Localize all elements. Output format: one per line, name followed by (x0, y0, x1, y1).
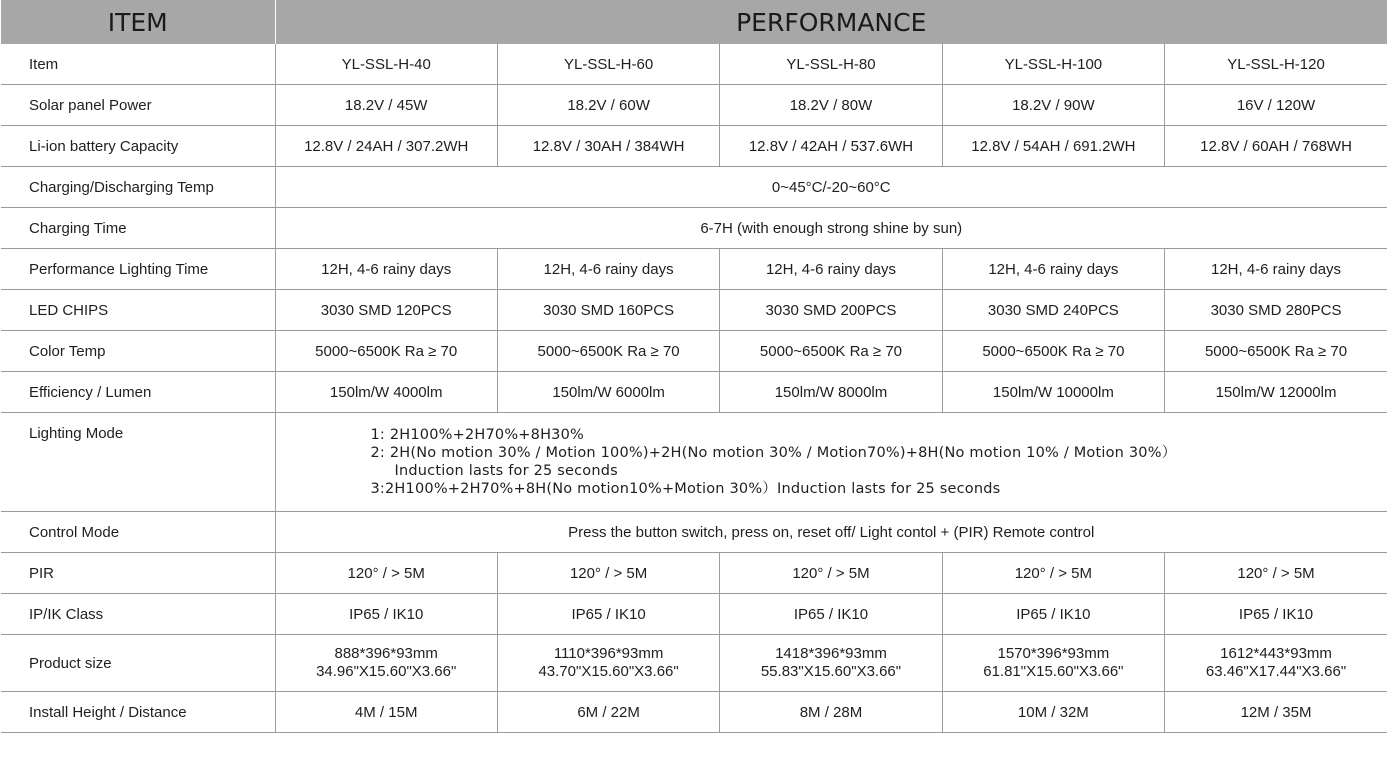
row-label: LED CHIPS (1, 290, 275, 331)
model-cell: YL-SSL-H-40 (275, 44, 497, 85)
value-cell: 12H, 4-6 rainy days (275, 249, 497, 290)
row-label: Product size (1, 635, 275, 692)
size-metric: 1110*396*93mm (553, 645, 664, 662)
row-product-size (1, 635, 1387, 692)
row-charging-time (1, 208, 1387, 249)
value-cell: IP65 / IK10 (942, 594, 1164, 635)
row-item (1, 44, 1387, 85)
row-label: Charging Time (1, 208, 275, 249)
value-cell: 6M / 22M (497, 692, 719, 733)
size-imperial: 43.70"X15.60"X3.66" (538, 663, 679, 680)
row-control-mode (1, 512, 1387, 553)
value-cell: 12H, 4-6 rainy days (1165, 249, 1387, 290)
row-pir (1, 553, 1387, 594)
row-label: Item (1, 44, 275, 85)
value-cell: IP65 / IK10 (720, 594, 942, 635)
value-cell: 5000~6500K Ra ≥ 70 (942, 331, 1164, 372)
size-imperial: 34.96"X15.60"X3.66" (316, 663, 457, 680)
row-install-height (1, 692, 1387, 733)
lighting-mode-line: Induction lasts for 25 seconds (394, 463, 618, 479)
value-cell: 120° / > 5M (497, 553, 719, 594)
value-cell: 3030 SMD 240PCS (942, 290, 1164, 331)
size-cell (497, 635, 719, 692)
row-label: Efficiency / Lumen (1, 372, 275, 413)
row-efficiency (1, 372, 1387, 413)
size-cell (1165, 635, 1387, 692)
row-label: Install Height / Distance (1, 692, 275, 733)
model-cell: YL-SSL-H-60 (497, 44, 719, 85)
value-cell: 12.8V / 30AH / 384WH (497, 126, 719, 167)
row-label: PIR (1, 553, 275, 594)
value-cell: 5000~6500K Ra ≥ 70 (275, 331, 497, 372)
value-cell: 12M / 35M (1165, 692, 1387, 733)
value-cell: 12.8V / 54AH / 691.2WH (942, 126, 1164, 167)
size-metric: 1570*396*93mm (997, 645, 1110, 662)
header-row (1, 0, 1387, 44)
model-cell: YL-SSL-H-100 (942, 44, 1164, 85)
value-cell: 3030 SMD 280PCS (1165, 290, 1387, 331)
size-imperial: 63.46"X17.44"X3.66" (1205, 663, 1347, 680)
size-imperial: 55.83"X15.60"X3.66" (760, 663, 902, 680)
size-cell (275, 635, 497, 692)
header-item: ITEM (1, 0, 275, 44)
value-cell: 120° / > 5M (1165, 553, 1387, 594)
row-ip-ik-class (1, 594, 1387, 635)
size-metric: 1418*396*93mm (775, 645, 887, 662)
lighting-mode-cell (275, 413, 1387, 512)
value-cell: 5000~6500K Ra ≥ 70 (1165, 331, 1387, 372)
merged-value-cell: Press the button switch, press on, reset off/ Light contol + (PIR) Remote control (275, 512, 1387, 553)
row-label: Li-ion battery Capacity (1, 126, 275, 167)
value-cell: 18.2V / 45W (275, 85, 497, 126)
row-label: Performance Lighting Time (1, 249, 275, 290)
value-cell: 5000~6500K Ra ≥ 70 (720, 331, 942, 372)
value-cell: 4M / 15M (275, 692, 497, 733)
model-cell: YL-SSL-H-80 (720, 44, 942, 85)
value-cell: 16V / 120W (1165, 85, 1387, 126)
size-imperial: 61.81"X15.60"X3.66" (983, 663, 1124, 680)
value-cell: 5000~6500K Ra ≥ 70 (497, 331, 719, 372)
value-cell: 12.8V / 24AH / 307.2WH (275, 126, 497, 167)
value-cell: 120° / > 5M (942, 553, 1164, 594)
row-label: Charging/Discharging Temp (1, 167, 275, 208)
lighting-mode-line: 1: 2H100%+2H70%+8H30% (370, 427, 585, 443)
value-cell: 12H, 4-6 rainy days (942, 249, 1164, 290)
row-label: Control Mode (1, 512, 275, 553)
value-cell: 8M / 28M (720, 692, 942, 733)
value-cell: 120° / > 5M (275, 553, 497, 594)
row-color-temp (1, 331, 1387, 372)
merged-value-cell: 6-7H (with enough strong shine by sun) (275, 208, 1387, 249)
value-cell: 12.8V / 42AH / 537.6WH (720, 126, 942, 167)
lighting-mode-line: 3:2H100%+2H70%+8H(No motion10%+Motion 30%）Induction lasts for 25 seconds (370, 481, 1001, 497)
value-cell: 150lm/W 6000lm (497, 372, 719, 413)
value-cell: 150lm/W 10000lm (942, 372, 1164, 413)
lighting-mode-line: 2: 2H(No motion 30% / Motion 100%)+2H(No motion 30% / Motion70%)+8H(No motion 10% / Motion 30%） (370, 445, 1177, 461)
size-metric: 888*396*93mm (334, 645, 438, 662)
value-cell: IP65 / IK10 (497, 594, 719, 635)
row-battery-capacity (1, 126, 1387, 167)
size-cell (942, 635, 1164, 692)
row-lighting-time (1, 249, 1387, 290)
spec-table (1, 0, 1387, 733)
row-solar-panel-power (1, 85, 1387, 126)
size-cell (720, 635, 942, 692)
value-cell: 12H, 4-6 rainy days (720, 249, 942, 290)
value-cell: IP65 / IK10 (1165, 594, 1387, 635)
row-label: Color Temp (1, 331, 275, 372)
value-cell: 3030 SMD 200PCS (720, 290, 942, 331)
value-cell: 3030 SMD 120PCS (275, 290, 497, 331)
value-cell: 150lm/W 12000lm (1165, 372, 1387, 413)
size-metric: 1612*443*93mm (1220, 645, 1332, 662)
value-cell: 3030 SMD 160PCS (497, 290, 719, 331)
row-charging-temp (1, 167, 1387, 208)
row-lighting-mode (1, 413, 1387, 512)
value-cell: IP65 / IK10 (275, 594, 497, 635)
value-cell: 18.2V / 90W (942, 85, 1164, 126)
value-cell: 18.2V / 60W (497, 85, 719, 126)
value-cell: 10M / 32M (942, 692, 1164, 733)
row-label: IP/IK Class (1, 594, 275, 635)
value-cell: 18.2V / 80W (720, 85, 942, 126)
value-cell: 150lm/W 4000lm (275, 372, 497, 413)
header-performance: PERFORMANCE (275, 0, 1387, 44)
value-cell: 120° / > 5M (720, 553, 942, 594)
row-label: Lighting Mode (1, 413, 275, 512)
value-cell: 150lm/W 8000lm (720, 372, 942, 413)
value-cell: 12.8V / 60AH / 768WH (1165, 126, 1387, 167)
merged-value-cell: 0~45°C/-20~60°C (275, 167, 1387, 208)
value-cell: 12H, 4-6 rainy days (497, 249, 719, 290)
model-cell: YL-SSL-H-120 (1165, 44, 1387, 85)
row-led-chips (1, 290, 1387, 331)
row-label: Solar panel Power (1, 85, 275, 126)
